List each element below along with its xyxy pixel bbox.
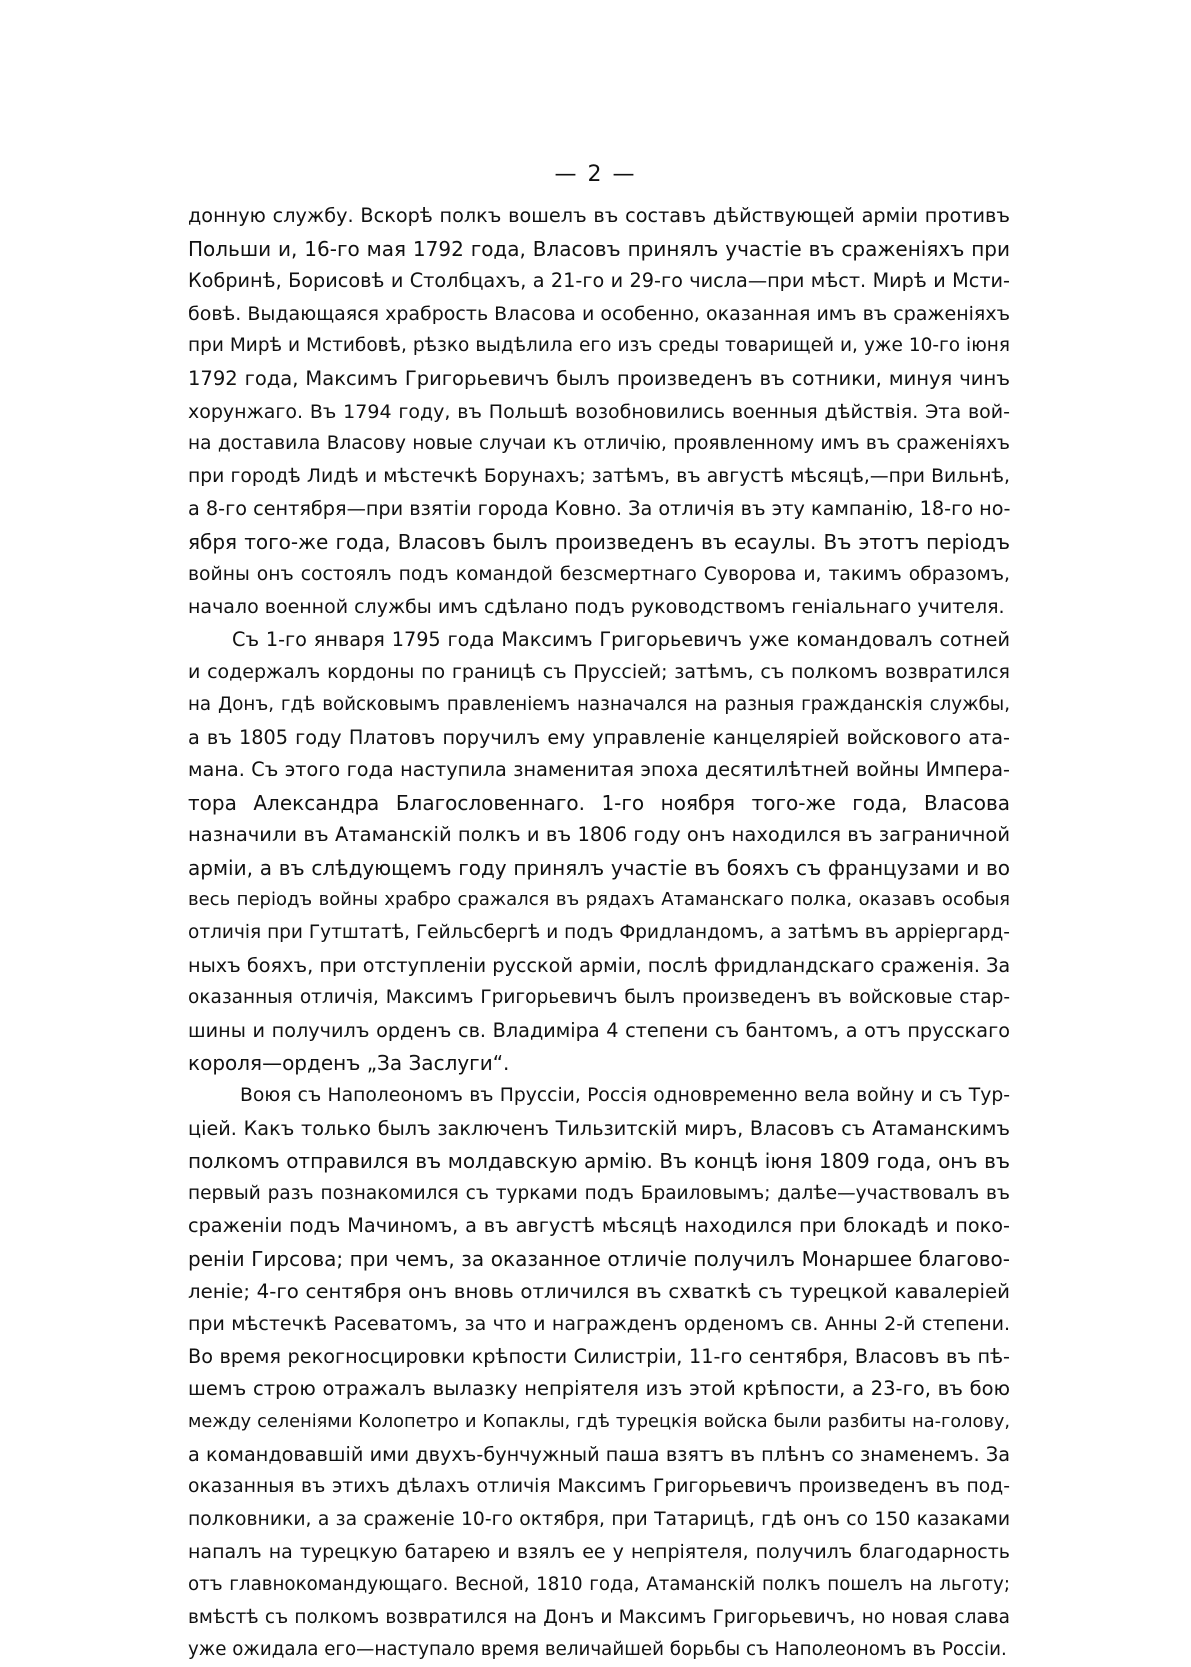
- text-line: полкомъ отправился въ молдавскую армію. Въ концѣ іюня 1809 года, онъ въ: [188, 1149, 1010, 1174]
- text-line: первый разъ познакомился съ турками подъ Браиловымъ; далѣе—участвовалъ въ: [188, 1182, 1010, 1204]
- text-line: короля—орденъ „За Заслуги“.: [188, 1051, 510, 1076]
- text-line: шины и получилъ орденъ св. Владиміра 4 степени съ бантомъ, а отъ прусскаго: [188, 1018, 1010, 1042]
- text-line: при мѣстечкѣ Расеватомъ, за что и награжденъ орденомъ св. Анны 2-й степени.: [188, 1313, 1010, 1336]
- text-line: а въ 1805 году Платовъ поручилъ ему управленіе канцеляріей войскового ата-: [188, 725, 1010, 749]
- text-line: назначили въ Атаманскій полкъ и въ 1806 году онъ находился въ заграничной: [188, 823, 1010, 847]
- text-line: тора Александра Благословеннаго. 1-го ноября того-же года, Власова: [188, 790, 1010, 815]
- text-line: леніе; 4-го сентября онъ вновь отличился въ схваткѣ съ турецкой кавалеріей: [188, 1279, 1010, 1303]
- text-line: отъ главнокомандующаго. Весной, 1810 года, Атаманскій полкъ пошелъ на льготу;: [188, 1573, 1010, 1595]
- text-line: донную службу. Вскорѣ полкъ вошелъ въ составъ дѣйствующей арміи противъ: [188, 204, 1010, 227]
- text-line: отличія при Гутштатѣ, Гейльсбергѣ и подъ Фридландомъ, а затѣмъ въ арріергард-: [188, 922, 1010, 944]
- text-line: оказанныя въ этихъ дѣлахъ отличія Максимъ Григорьевичъ произведенъ въ под-: [188, 1476, 1010, 1498]
- text-line: весь періодъ войны храбро сражался въ рядахъ Атаманскаго полка, оказавъ особыя: [188, 889, 1010, 911]
- text-line: напалъ на турецкую батарею и взялъ ее у непріятеля, получилъ благодарность: [188, 1541, 1010, 1564]
- text-line: Кобринѣ, Борисовѣ и Столбцахъ, а 21-го и 29-го числа—при мѣст. Мирѣ и Мсти-: [188, 269, 1010, 293]
- text-line: бовѣ. Выдающаяся храбрость Власова и особенно, оказанная имъ въ сраженіяхъ: [188, 302, 1011, 325]
- text-line: вмѣстѣ съ полкомъ возвратился на Донъ и Максимъ Григорьевичъ, но новая слава: [188, 1606, 1010, 1628]
- body-text: [188, 200, 1010, 1667]
- text-line: ныхъ бояхъ, при отступленіи русской арміи, послѣ фридландскаго сраженія. За: [188, 953, 1011, 977]
- text-line: а командовавшій ими двухъ-бунчужный паша взятъ въ плѣнъ со знаменемъ. За: [188, 1442, 1010, 1466]
- text-line: уже ожидала его—наступало время величайшей борьбы съ Наполеономъ въ Россіи.: [188, 1639, 1007, 1661]
- text-line: при Мирѣ и Мстибовѣ, рѣзко выдѣлила его изъ среды товарищей и, уже 10-го іюня: [188, 335, 1010, 357]
- text-line: ября того-же года, Власовъ былъ произведенъ въ есаулы. Въ этотъ періодъ: [188, 529, 1010, 554]
- text-line: шемъ строю отражалъ вылазку непріятеля изъ этой крѣпости, а 23-го, въ бою: [188, 1377, 1010, 1401]
- paragraph-start-line: Съ 1-го января 1795 года Максимъ Григорьевичъ уже командовалъ сотней: [232, 627, 1010, 651]
- text-line: Во время рекогносцировки крѣпости Силистріи, 11-го сентября, Власовъ въ пѣ-: [188, 1344, 1010, 1368]
- text-line: хорунжаго. Въ 1794 году, въ Польшѣ возобновились военныя дѣйствія. Эта вой-: [188, 400, 1010, 423]
- text-line: при городѣ Лидѣ и мѣстечкѣ Борунахъ; затѣмъ, въ августѣ мѣсяцѣ,—при Вильнѣ,: [188, 465, 1010, 487]
- text-line: а 8-го сентября—при взятіи города Ковно. За отличія въ эту кампанію, 18-го но-: [188, 497, 1011, 521]
- text-line: войны онъ состоялъ подъ командой безсмертнаго Суворова и, такимъ образомъ,: [188, 563, 1010, 585]
- text-line: и содержалъ кордоны по границѣ съ Пруссіей; затѣмъ, съ полкомъ возвратился: [188, 661, 1010, 684]
- text-line: 1792 года, Максимъ Григорьевичъ былъ произведенъ въ сотники, минуя чинъ: [188, 366, 1010, 390]
- text-line: Польши и, 16-го мая 1792 года, Власовъ принялъ участіе въ сраженіяхъ при: [188, 236, 1010, 261]
- text-line: начало военной службы имъ сдѣлано подъ руководствомъ геніальнаго учителя.: [188, 596, 1005, 619]
- text-line: между селеніями Колопетро и Копаклы, гдѣ турецкія войска были разбиты на-голову,: [188, 1411, 1010, 1432]
- text-line: сраженіи подъ Мачиномъ, а въ августѣ мѣсяцѣ находился при блокадѣ и поко-: [188, 1214, 1010, 1238]
- text-line: полковники, а за сраженіе 10-го октября, при Татарицѣ, гдѣ онъ со 150 казаками: [188, 1508, 1010, 1530]
- text-line: арміи, а въ слѣдующемъ году принялъ участіе въ бояхъ съ французами и во: [188, 855, 1010, 880]
- text-line: оказанныя отличія, Максимъ Григорьевичъ былъ произведенъ въ войсковые стар-: [188, 987, 1010, 1009]
- paragraph-start-line: Воюя съ Наполеономъ въ Пруссіи, Россія одновременно вела войну и съ Тур-: [240, 1085, 1010, 1107]
- text-line: реніи Гирсова; при чемъ, за оказанное отличіе получилъ Монаршее благово-: [188, 1247, 1010, 1271]
- text-line: на доставила Власову новые случаи къ отличію, проявленному имъ въ сраженіяхъ: [188, 433, 1010, 455]
- text-line: мана. Съ этого года наступила знаменитая эпоха десятилѣтней войны Импера-: [188, 758, 1010, 782]
- text-line: на Донъ, гдѣ войсковымъ правленіемъ назначался на разныя гражданскія службы,: [188, 693, 1010, 715]
- text-line: ціей. Какъ только былъ заключенъ Тильзитскій миръ, Власовъ съ Атаманскимъ: [188, 1116, 1010, 1140]
- page-number: — 2 —: [554, 162, 637, 187]
